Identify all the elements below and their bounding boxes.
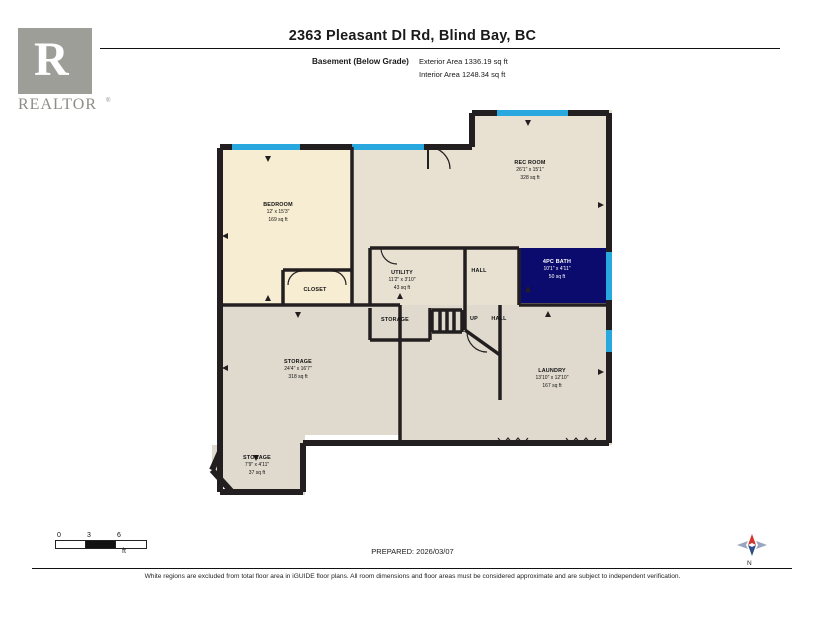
level-label: Basement (Below Grade) — [312, 57, 409, 66]
compass-north-label: N — [747, 560, 752, 567]
prepared-date: PREPARED: 2026/03/07 — [371, 547, 454, 556]
room-label-laundry: LAUNDRY 13'10" x 12'10" 167 sq ft — [535, 368, 569, 389]
scale-unit: ft — [122, 548, 126, 555]
room-label-storage-bottom: STORAGE 7'9" x 4'11" 37 sq ft — [243, 455, 271, 476]
registered-mark: ® — [106, 98, 111, 104]
scale-tick-0: 0 — [57, 532, 61, 539]
room-label-hall-upper: HALL — [471, 268, 487, 274]
room-label-4pc-bath: 4PC BATH 10'1" x 4'11" 50 sq ft — [542, 259, 572, 280]
page-title: 2363 Pleasant Dl Rd, Blind Bay, BC — [288, 28, 537, 44]
footer-divider — [32, 568, 792, 569]
room-label-hall-lower: HALL — [491, 316, 507, 322]
realtor-letter: R — [34, 33, 69, 86]
room-label-storage-main: STORAGE 24'4" x 16'7" 318 sq ft — [284, 359, 312, 380]
room-label-bedroom: BEDROOM 12' x 15'3" 169 sq ft — [263, 202, 293, 223]
realtor-wordmark: REALTOR — [18, 96, 98, 113]
scale-tick-3: 3 — [87, 532, 91, 539]
scale-tick-6: 6 — [117, 532, 121, 539]
exterior-area-label: Exterior Area 1336.19 sq ft — [419, 57, 508, 66]
interior-area-label: Interior Area 1248.34 sq ft — [419, 70, 506, 79]
room-label-utility: UTILITY 11'2" x 3'10" 43 sq ft — [388, 270, 416, 291]
room-label-closet: CLOSET — [303, 287, 327, 293]
room-label-rec-room: REC ROOM 26'1" x 15'1" 328 sq ft — [514, 160, 546, 181]
room-label-storage-small: STORAGE — [381, 317, 409, 323]
room-label-up: UP — [470, 316, 478, 322]
disclaimer-text: White regions are excluded from total floor area in iGUIDE floor plans. All room dimensions and floor areas must be considered approximate and are subject to independent verification. — [144, 573, 681, 580]
